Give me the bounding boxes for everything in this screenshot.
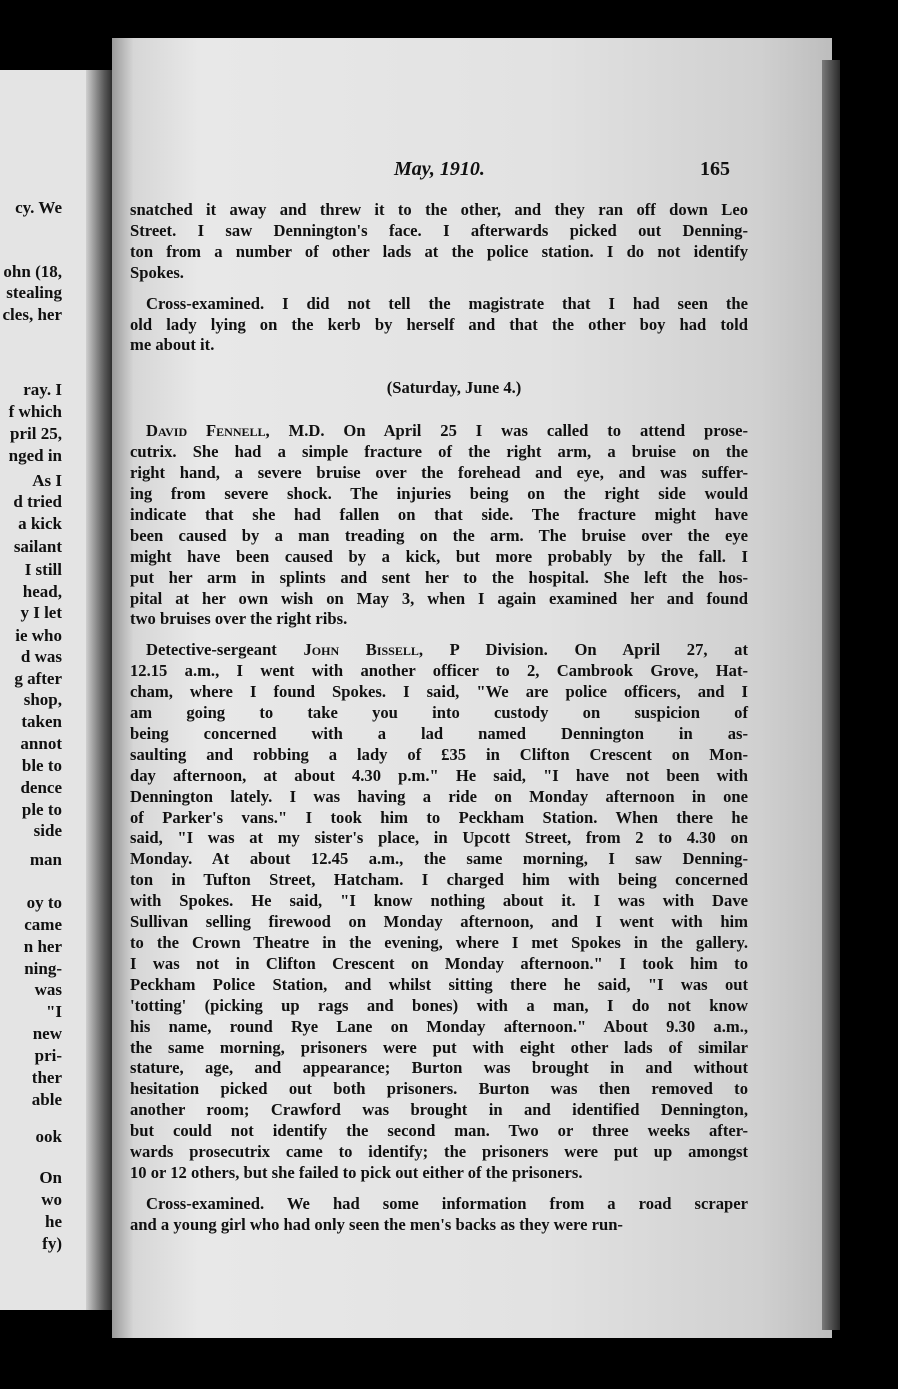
left-page-line-fragment: head, (22, 582, 62, 601)
page-number: 165 (700, 158, 730, 180)
left-page-line-fragment: wo (41, 1190, 62, 1209)
paragraph-3-david-fennell (130, 421, 748, 630)
text-line: right hand, a severe bruise over the forehead and eye, and was suffer- (130, 463, 748, 483)
left-page-line-fragment: I still (24, 560, 62, 579)
left-page-line-fragment: f which (8, 402, 62, 421)
left-page-line-fragment: y I let (20, 603, 62, 622)
text-line: Cross-examined. We had some information from a road scraper (146, 1193, 748, 1213)
text-line: cham, where I found Spokes. I said, "We are police officers, and I (130, 682, 748, 702)
left-page-line-fragment: ie who (15, 626, 62, 645)
line-text: M.D. On April 25 I was called to attend prose- (269, 421, 748, 441)
left-page-line-fragment: ohn (18, (3, 262, 62, 281)
left-page-line-fragment: pri- (34, 1046, 62, 1065)
page-header (112, 158, 832, 190)
text-line: I was not in Clifton Crescent on Monday afternoon." I took him to (130, 953, 748, 973)
left-page-line-fragment: ning- (24, 959, 62, 978)
left-page-line-fragment: sailant (13, 537, 62, 556)
left-page-line-fragment: side (33, 821, 62, 840)
text-line: pital at her own wish on May 3, when I again examined her and found (130, 588, 748, 608)
text-line: Cross-examined. I did not tell the magistrate that I had seen the (146, 293, 748, 313)
text-line: been caused by a man treading on the arm. The bruise over the eye (130, 525, 748, 545)
text-line: the same morning, prisoners were put with eight other lads of similar (130, 1037, 748, 1057)
left-page-line-fragment: d tried (13, 492, 62, 511)
left-page-line-fragment: As I (32, 471, 62, 490)
left-page-line-fragment: oy to (26, 893, 62, 912)
running-title: May, 1910. (394, 158, 485, 180)
witness-title: Detective-sergeant (146, 640, 304, 660)
left-page-line-fragment: stealing (6, 283, 62, 302)
text-line: but could not identify the second man. Two or three weeks after- (130, 1121, 748, 1141)
text-line: ton in Tufton Street, Hatcham. I charged him with being concerned (130, 870, 748, 890)
text-line: 'totting' (picking up rags and bones) with a man, I do not know (130, 995, 748, 1015)
text-line: said, "I was at my sister's place, in Upcott Street, from 2 to 4.30 on (130, 828, 748, 848)
text-line: two bruises over the right ribs. (130, 609, 348, 629)
left-page-line-fragment: he (45, 1212, 62, 1231)
left-page-line-fragment: able (31, 1090, 62, 1109)
left-page-line-fragment: pril 25, (10, 424, 62, 443)
text-line: with Spokes. He said, "I know nothing about it. I was with Dave (130, 891, 748, 911)
left-page-line-fragment: cles, her (2, 305, 62, 324)
text-line: Dennington lately. I was having a ride on Monday afternoon in one (130, 786, 748, 806)
text-line: indicate that she had fallen on that side. The fracture might have (130, 504, 748, 524)
text-line: cutrix. She had a simple fracture of the right arm, a bruise on the (130, 442, 748, 462)
text-line: Sullivan selling firewood on Monday afternoon, and I went with him (130, 912, 748, 932)
text-line: me about it. (130, 335, 215, 355)
witness-name: John Bissell, (303, 640, 424, 660)
left-page-line-fragment: ble to (21, 756, 62, 775)
left-page-line-fragment: d was (20, 647, 62, 666)
left-page-line-fragment: annot (20, 734, 62, 753)
text-line: Spokes. (130, 262, 184, 282)
left-page-line-fragment: a kick (18, 514, 62, 533)
body-text (130, 200, 748, 1236)
text-line: might have been caused by a kick, but more probably by the fall. I (130, 546, 748, 566)
paragraph-1 (130, 200, 748, 284)
paragraph-4-john-bissell (130, 640, 748, 1184)
left-page-line-fragment: dence (20, 778, 62, 797)
text-line: Street. I saw Dennington's face. I afterwards picked out Denning- (130, 220, 748, 240)
text-line: being concerned with a lad named Dennington in as- (130, 723, 748, 743)
text-line: his name, round Rye Lane on Monday afternoon." About 9.30 a.m., (130, 1016, 748, 1036)
left-page-line-fragment: ple to (21, 800, 62, 819)
left-page-line-fragment: "I (45, 1002, 62, 1021)
text-line: stature, age, and appearance; Burton was brought in and without (130, 1058, 748, 1078)
text-line: 12.15 a.m., I went with another officer to 2, Cambrook Grove, Hat- (130, 661, 748, 681)
text-line: am going to take you into custody on suspicion of (130, 703, 748, 723)
left-page-line-fragment: ook (35, 1127, 62, 1146)
left-page-line-fragment: cy. We (15, 198, 62, 217)
text-line: old lady lying on the kerb by herself and that the other boy had told (130, 314, 748, 334)
left-page-text-fragments (0, 0, 88, 1300)
text-line: hesitation picked out both prisoners. Burton was then removed to (130, 1079, 748, 1099)
text-line: ing from severe shock. The injuries being on the right side would (130, 483, 748, 503)
line-text: P Division. On April 27, at (423, 640, 748, 660)
left-page-line-fragment: came (24, 915, 62, 934)
text-line: of Parker's vans." I took him to Peckham Station. When there he (130, 807, 748, 827)
text-line: wards prosecutrix came to identify; the prisoners were put up amongst (130, 1142, 748, 1162)
left-page-line-fragment: fy) (42, 1234, 62, 1253)
left-page-line-fragment: new (32, 1024, 62, 1043)
left-page-line-fragment: shop, (23, 690, 62, 709)
text-line: 10 or 12 others, but she failed to pick out either of the prisoners. (130, 1162, 583, 1182)
left-page-line-fragment: was (34, 980, 62, 999)
paragraph-2-cross-examined (130, 294, 748, 357)
left-page-line-fragment: man (29, 850, 62, 869)
text-line: saulting and robbing a lady of £35 in Clifton Crescent on Mon- (130, 744, 748, 764)
left-page-line-fragment: n her (23, 937, 62, 956)
date-heading: (Saturday, June 4.) (386, 378, 522, 398)
left-page-line-fragment: g after (14, 669, 62, 688)
text-line: to the Crown Theatre in the evening, where I met Spokes in the gallery. (130, 933, 748, 952)
witness-name: David Fennell, (146, 421, 270, 441)
text-line (130, 640, 748, 661)
left-page-line-fragment: On (39, 1168, 62, 1187)
text-line: ton from a number of other lads at the police station. I do not identify (130, 241, 748, 261)
text-line: another room; Crawford was brought in and identified Dennington, (130, 1100, 748, 1120)
text-line: and a young girl who had only seen the men's backs as they were run- (130, 1214, 623, 1234)
left-page-line-fragment: ther (31, 1068, 62, 1087)
left-page-line-fragment: taken (21, 712, 62, 731)
page-edge-shadow (822, 60, 840, 1330)
left-page-line-fragment: nged in (8, 446, 62, 465)
text-line: day afternoon, at about 4.30 p.m." He said, "I have not been with (130, 765, 748, 785)
text-line: put her arm in splints and sent her to the hospital. She left the hos- (130, 567, 748, 587)
text-line: Peckham Police Station, and whilst sitting there he said, "I was out (130, 974, 748, 994)
text-line (130, 421, 748, 442)
paragraph-5-cross-examined (130, 1194, 748, 1236)
left-page-line-fragment: ray. I (23, 380, 62, 399)
text-line: Monday. At about 12.45 a.m., the same morning, I saw Denning- (130, 849, 748, 869)
text-line: snatched it away and threw it to the other, and they ran off down Leo (130, 200, 748, 219)
